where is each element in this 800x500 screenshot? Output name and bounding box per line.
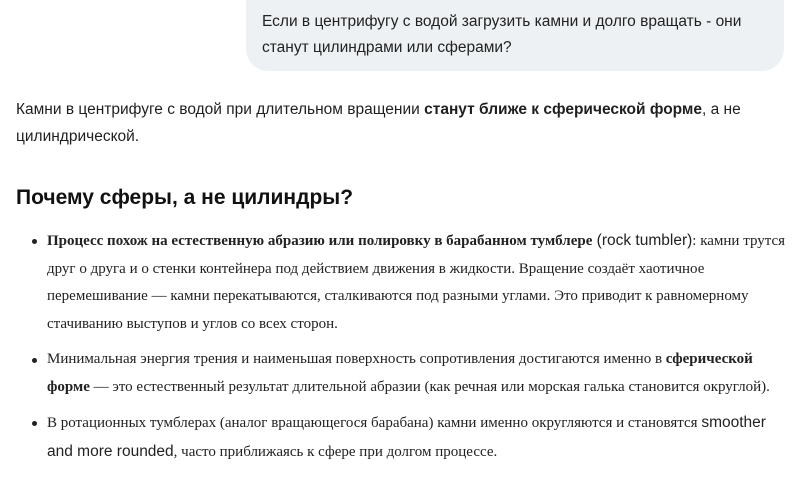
intro-bold: станут ближе к сферической форме (424, 101, 703, 118)
section-heading: Почему сферы, а не цилиндры? (16, 186, 354, 209)
bullet-bold: сферической форме (47, 351, 753, 395)
bullet-icon (32, 239, 37, 244)
bullet-latin: smoother and more rounded (47, 414, 766, 460)
list-item (30, 346, 790, 401)
list-item (30, 227, 790, 338)
intro-text-end: , а не цилиндрической. (16, 101, 741, 145)
bullet-text: : камни трутся друг о друга и о стенки контейнера под действием движения в жидкости. Вращение создаёт хаотичное перемешивание — камни перекатываются, сталкиваются под разными углами. Это приводит к равномерному стачиванию выступов и углов со всех сторон. (47, 233, 786, 332)
reasons-list (30, 227, 790, 474)
intro-text: Камни в центрифуге с водой при длительном вращении (16, 101, 425, 118)
user-message-line: Если в центрифугу с водой загрузить камни и долго вращать - они (262, 13, 742, 30)
bullet-text: В ротационных тумблерах (аналог вращающегося барабана) камни именно округляются и становятся (47, 415, 702, 431)
bullet-icon (32, 358, 37, 363)
bullet-icon (32, 421, 37, 426)
user-message-bubble (246, 0, 784, 71)
answer-intro (16, 96, 786, 150)
bullet-text: — это естественный результат длительной абразии (как речная или морская галька становится округлой). (89, 378, 770, 395)
bullet-text: , часто приближаясь к сфере при долгом процессе. (173, 443, 498, 460)
bullet-text: Минимальная энергия трения и наименьшая поверхность сопротивления достигаются именно в (47, 351, 666, 367)
assistant-answer (16, 96, 786, 150)
bullet-latin: (rock tumbler) (592, 232, 693, 249)
user-message-line: станут цилиндрами или сферами? (262, 39, 512, 56)
bullet-bold: Процесс похож на естественную абразию или полировку в барабанном тумблере (47, 233, 593, 249)
list-item (30, 409, 790, 466)
